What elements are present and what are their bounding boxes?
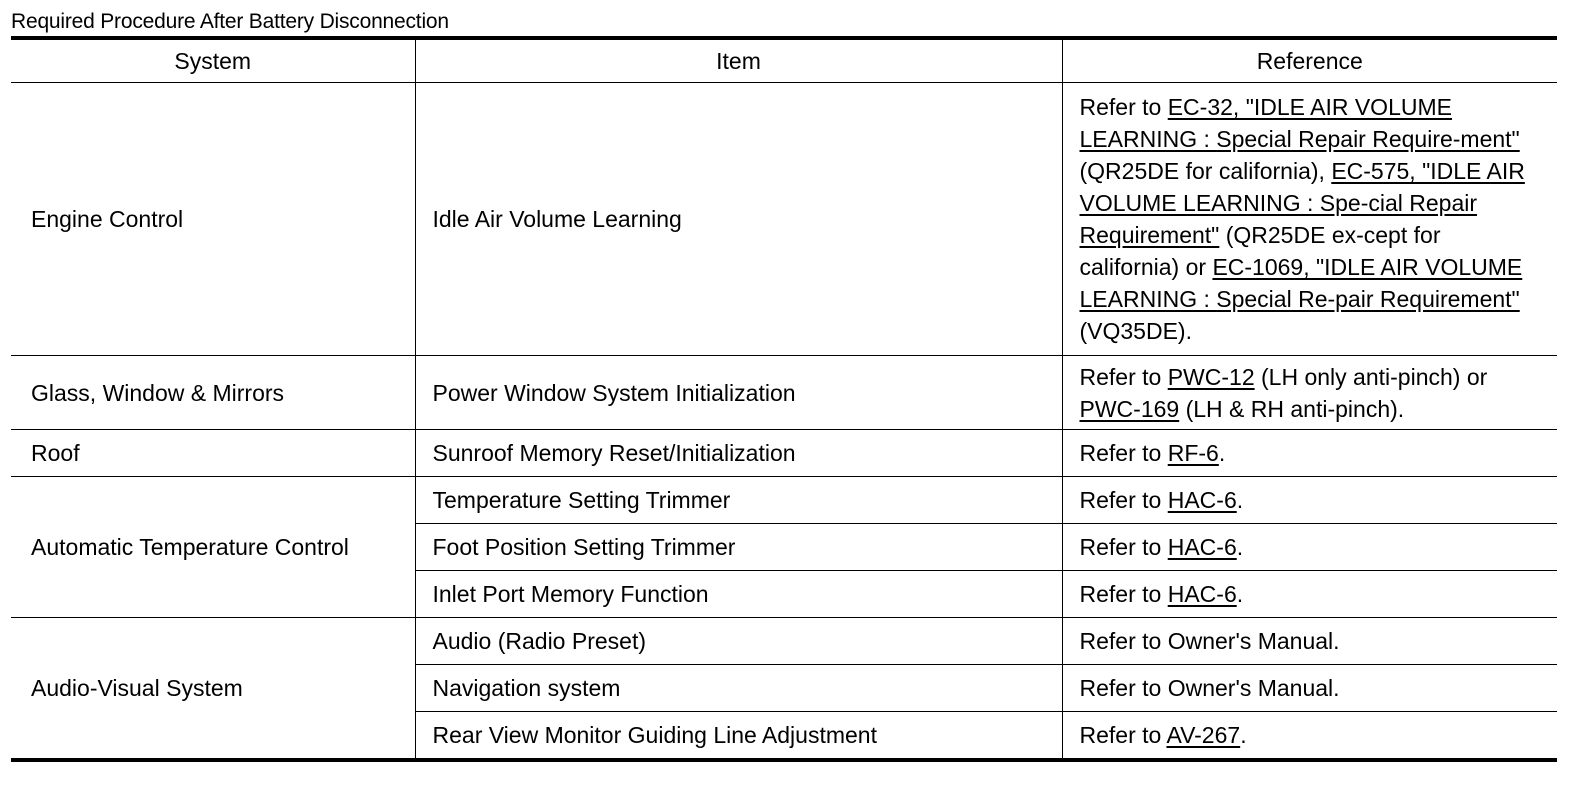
reference-cell: Refer to Owner's Manual. [1062, 618, 1557, 665]
reference-text: Refer to [1079, 580, 1168, 607]
table-row [11, 430, 1557, 477]
reference-text: (VQ35DE). [1079, 318, 1192, 344]
reference-text: Refer to [1079, 721, 1167, 748]
reference-text: Refer to [1079, 363, 1168, 390]
hac-6-link[interactable]: HAC-6 [1167, 533, 1237, 560]
system-cell: Audio-Visual System [11, 618, 415, 761]
reference-cell [1062, 356, 1557, 430]
reference-text: . [1240, 721, 1247, 748]
item-cell: Sunroof Memory Reset/Initialization [415, 430, 1062, 477]
item-cell: Power Window System Initialization [415, 356, 1062, 430]
item-cell: Rear View Monitor Guiding Line Adjustment [415, 712, 1062, 761]
hac-6-link[interactable]: HAC-6 [1167, 580, 1237, 607]
reference-cell [1062, 524, 1557, 571]
reference-cell [1062, 477, 1557, 524]
table-row [11, 356, 1557, 430]
pwc-12-link[interactable]: PWC-12 [1167, 363, 1255, 390]
hac-6-link[interactable]: HAC-6 [1167, 486, 1237, 513]
reference-cell [1062, 712, 1557, 761]
item-cell: Navigation system [415, 665, 1062, 712]
reference-text: . [1236, 533, 1244, 560]
av-267-link[interactable]: AV-267 [1166, 721, 1241, 748]
reference-text: (QR25DE ex-cept for california) or [1079, 222, 1441, 280]
reference-text: . [1236, 580, 1244, 607]
reference-header: Reference [1062, 38, 1557, 83]
item-header: Item [415, 38, 1062, 83]
reference-text: Refer to [1079, 486, 1168, 513]
item-cell: Audio (Radio Preset) [415, 618, 1062, 665]
system-cell: Glass, Window & Mirrors [11, 356, 415, 430]
reference-text: . [1236, 486, 1244, 513]
reference-text: . [1218, 439, 1226, 466]
item-cell: Idle Air Volume Learning [415, 83, 1062, 356]
reference-cell [1062, 83, 1557, 356]
ec-32-link[interactable]: EC-32, "IDLE AIR VOLUME LEARNING : Special Repair Require-ment" [1079, 94, 1520, 152]
ec-575-link[interactable]: EC-575, "IDLE AIR VOLUME LEARNING : Spe-cial Repair Requirement" [1079, 158, 1525, 248]
reference-cell [1062, 430, 1557, 477]
procedure-table [11, 36, 1557, 762]
item-cell: Inlet Port Memory Function [415, 571, 1062, 618]
system-cell: Roof [11, 430, 415, 477]
table-caption: Required Procedure After Battery Disconnection [11, 10, 449, 33]
system-cell: Engine Control [11, 83, 415, 356]
reference-cell: Refer to Owner's Manual. [1062, 665, 1557, 712]
reference-text: (LH & RH anti-pinch). [1179, 395, 1405, 422]
pwc-169-link[interactable]: PWC-169 [1079, 395, 1180, 422]
system-cell: Automatic Temperature Control [11, 477, 415, 618]
system-header: System [11, 38, 415, 83]
reference-text: Refer to [1079, 439, 1168, 466]
reference-text: (QR25DE for california), [1079, 158, 1332, 184]
reference-text: (LH only anti-pinch) or [1254, 363, 1488, 390]
item-cell: Foot Position Setting Trimmer [415, 524, 1062, 571]
ec-1069-link[interactable]: EC-1069, "IDLE AIR VOLUME LEARNING : Special Re-pair Requirement" [1079, 254, 1523, 312]
table-row [11, 618, 1557, 665]
rf-6-link[interactable]: RF-6 [1167, 439, 1219, 466]
item-cell: Temperature Setting Trimmer [415, 477, 1062, 524]
table-row [11, 477, 1557, 524]
reference-cell [1062, 571, 1557, 618]
header-row [11, 38, 1557, 83]
table-row [11, 83, 1557, 356]
reference-text: Refer to [1079, 94, 1168, 120]
reference-text: Refer to [1079, 533, 1168, 560]
